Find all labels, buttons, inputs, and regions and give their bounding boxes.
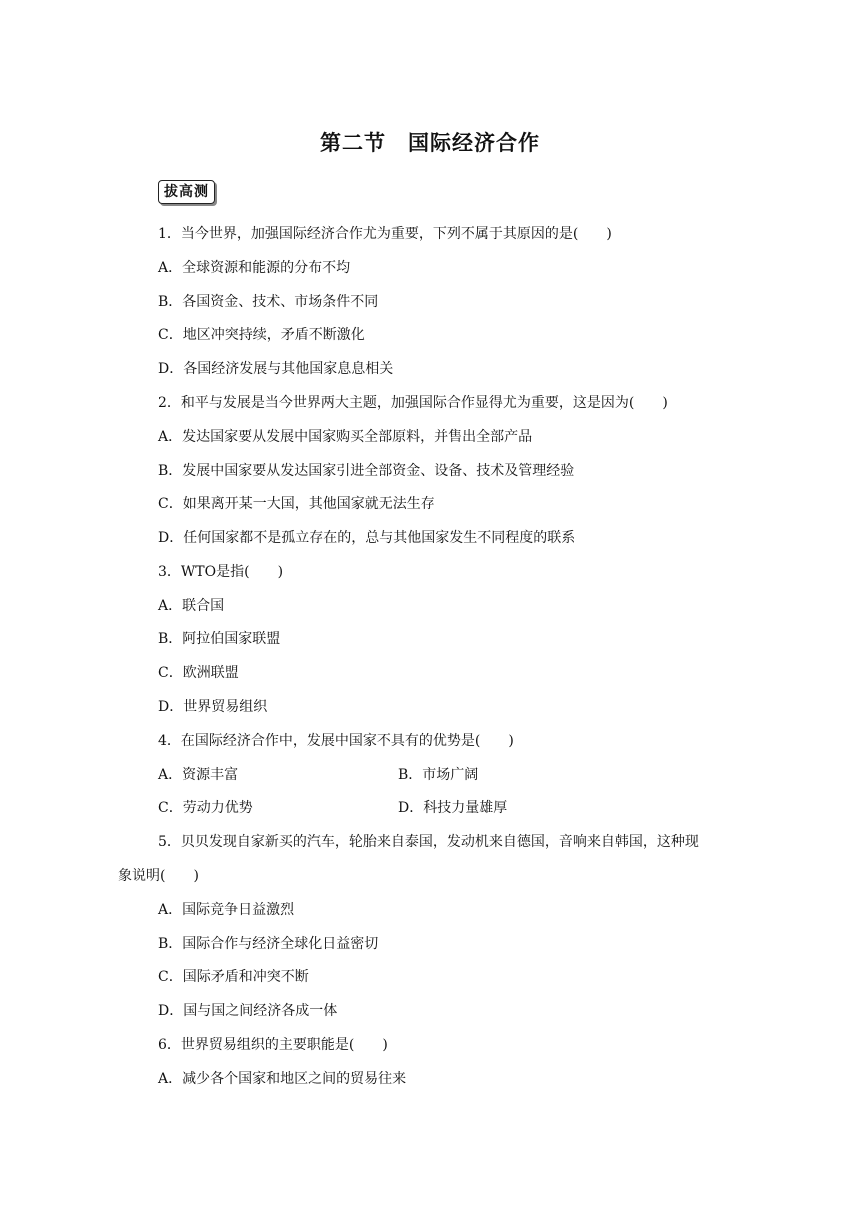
question-2-option-d: D．任何国家都不是孤立存在的，总与其他国家发生不同程度的联系: [158, 530, 576, 546]
question-5-option-c: C．国际矛盾和冲突不断: [158, 969, 309, 985]
question-4-option-d: D．科技力量雄厚: [398, 800, 508, 816]
question-3-option-d: D．世界贸易组织: [158, 699, 268, 715]
question-1-option-b: B．各国资金、技术、市场条件不同: [158, 294, 379, 310]
question-1-option-c: C．地区冲突持续，矛盾不断激化: [158, 327, 365, 343]
question-1-stem: 1．当今世界，加强国际经济合作尤为重要，下列不属于其原因的是( ): [158, 226, 612, 242]
question-2-option-a: A．发达国家要从发展中国家购买全部原料，并售出全部产品: [158, 429, 533, 445]
question-4-stem: 4．在国际经济合作中，发展中国家不具有的优势是( ): [158, 733, 514, 749]
question-1-option-d: D．各国经济发展与其他国家息息相关: [158, 361, 394, 377]
page-title: 第二节 国际经济合作: [320, 131, 540, 155]
question-4-option-a: A．资源丰富: [158, 767, 239, 783]
question-2-stem: 2．和平与发展是当今世界两大主题，加强国际合作显得尤为重要，这是因为( ): [158, 395, 668, 411]
question-6-option-a: A．减少各个国家和地区之间的贸易往来: [158, 1071, 407, 1087]
question-2-option-c: C．如果离开某一大国，其他国家就无法生存: [158, 496, 435, 512]
question-5-option-d: D．国与国之间经济各成一体: [158, 1003, 338, 1019]
question-3-option-b: B．阿拉伯国家联盟: [158, 631, 281, 647]
question-3-stem: 3．WTO是指( ): [158, 564, 284, 580]
question-3-option-c: C．欧洲联盟: [158, 665, 239, 681]
section-badge: 拔高测: [158, 180, 215, 204]
question-4-option-c: C．劳动力优势: [158, 800, 253, 816]
question-6-stem: 6．世界贸易组织的主要职能是( ): [158, 1037, 388, 1053]
question-4-option-b: B．市场广阔: [398, 767, 479, 783]
question-5-option-b: B．国际合作与经济全球化日益密切: [158, 936, 379, 952]
question-3-option-a: A．联合国: [158, 598, 225, 614]
question-5-stem-line2: 象说明( ): [118, 868, 199, 884]
question-5-option-a: A．国际竞争日益激烈: [158, 902, 295, 918]
question-5-stem-line1: 5．贝贝发现自家新买的汽车，轮胎来自泰国，发动机来自德国，音响来自韩国，这种现: [158, 834, 699, 850]
question-1-option-a: A．全球资源和能源的分布不均: [158, 260, 351, 276]
question-2-option-b: B．发展中国家要从发达国家引进全部资金、设备、技术及管理经验: [158, 463, 575, 479]
